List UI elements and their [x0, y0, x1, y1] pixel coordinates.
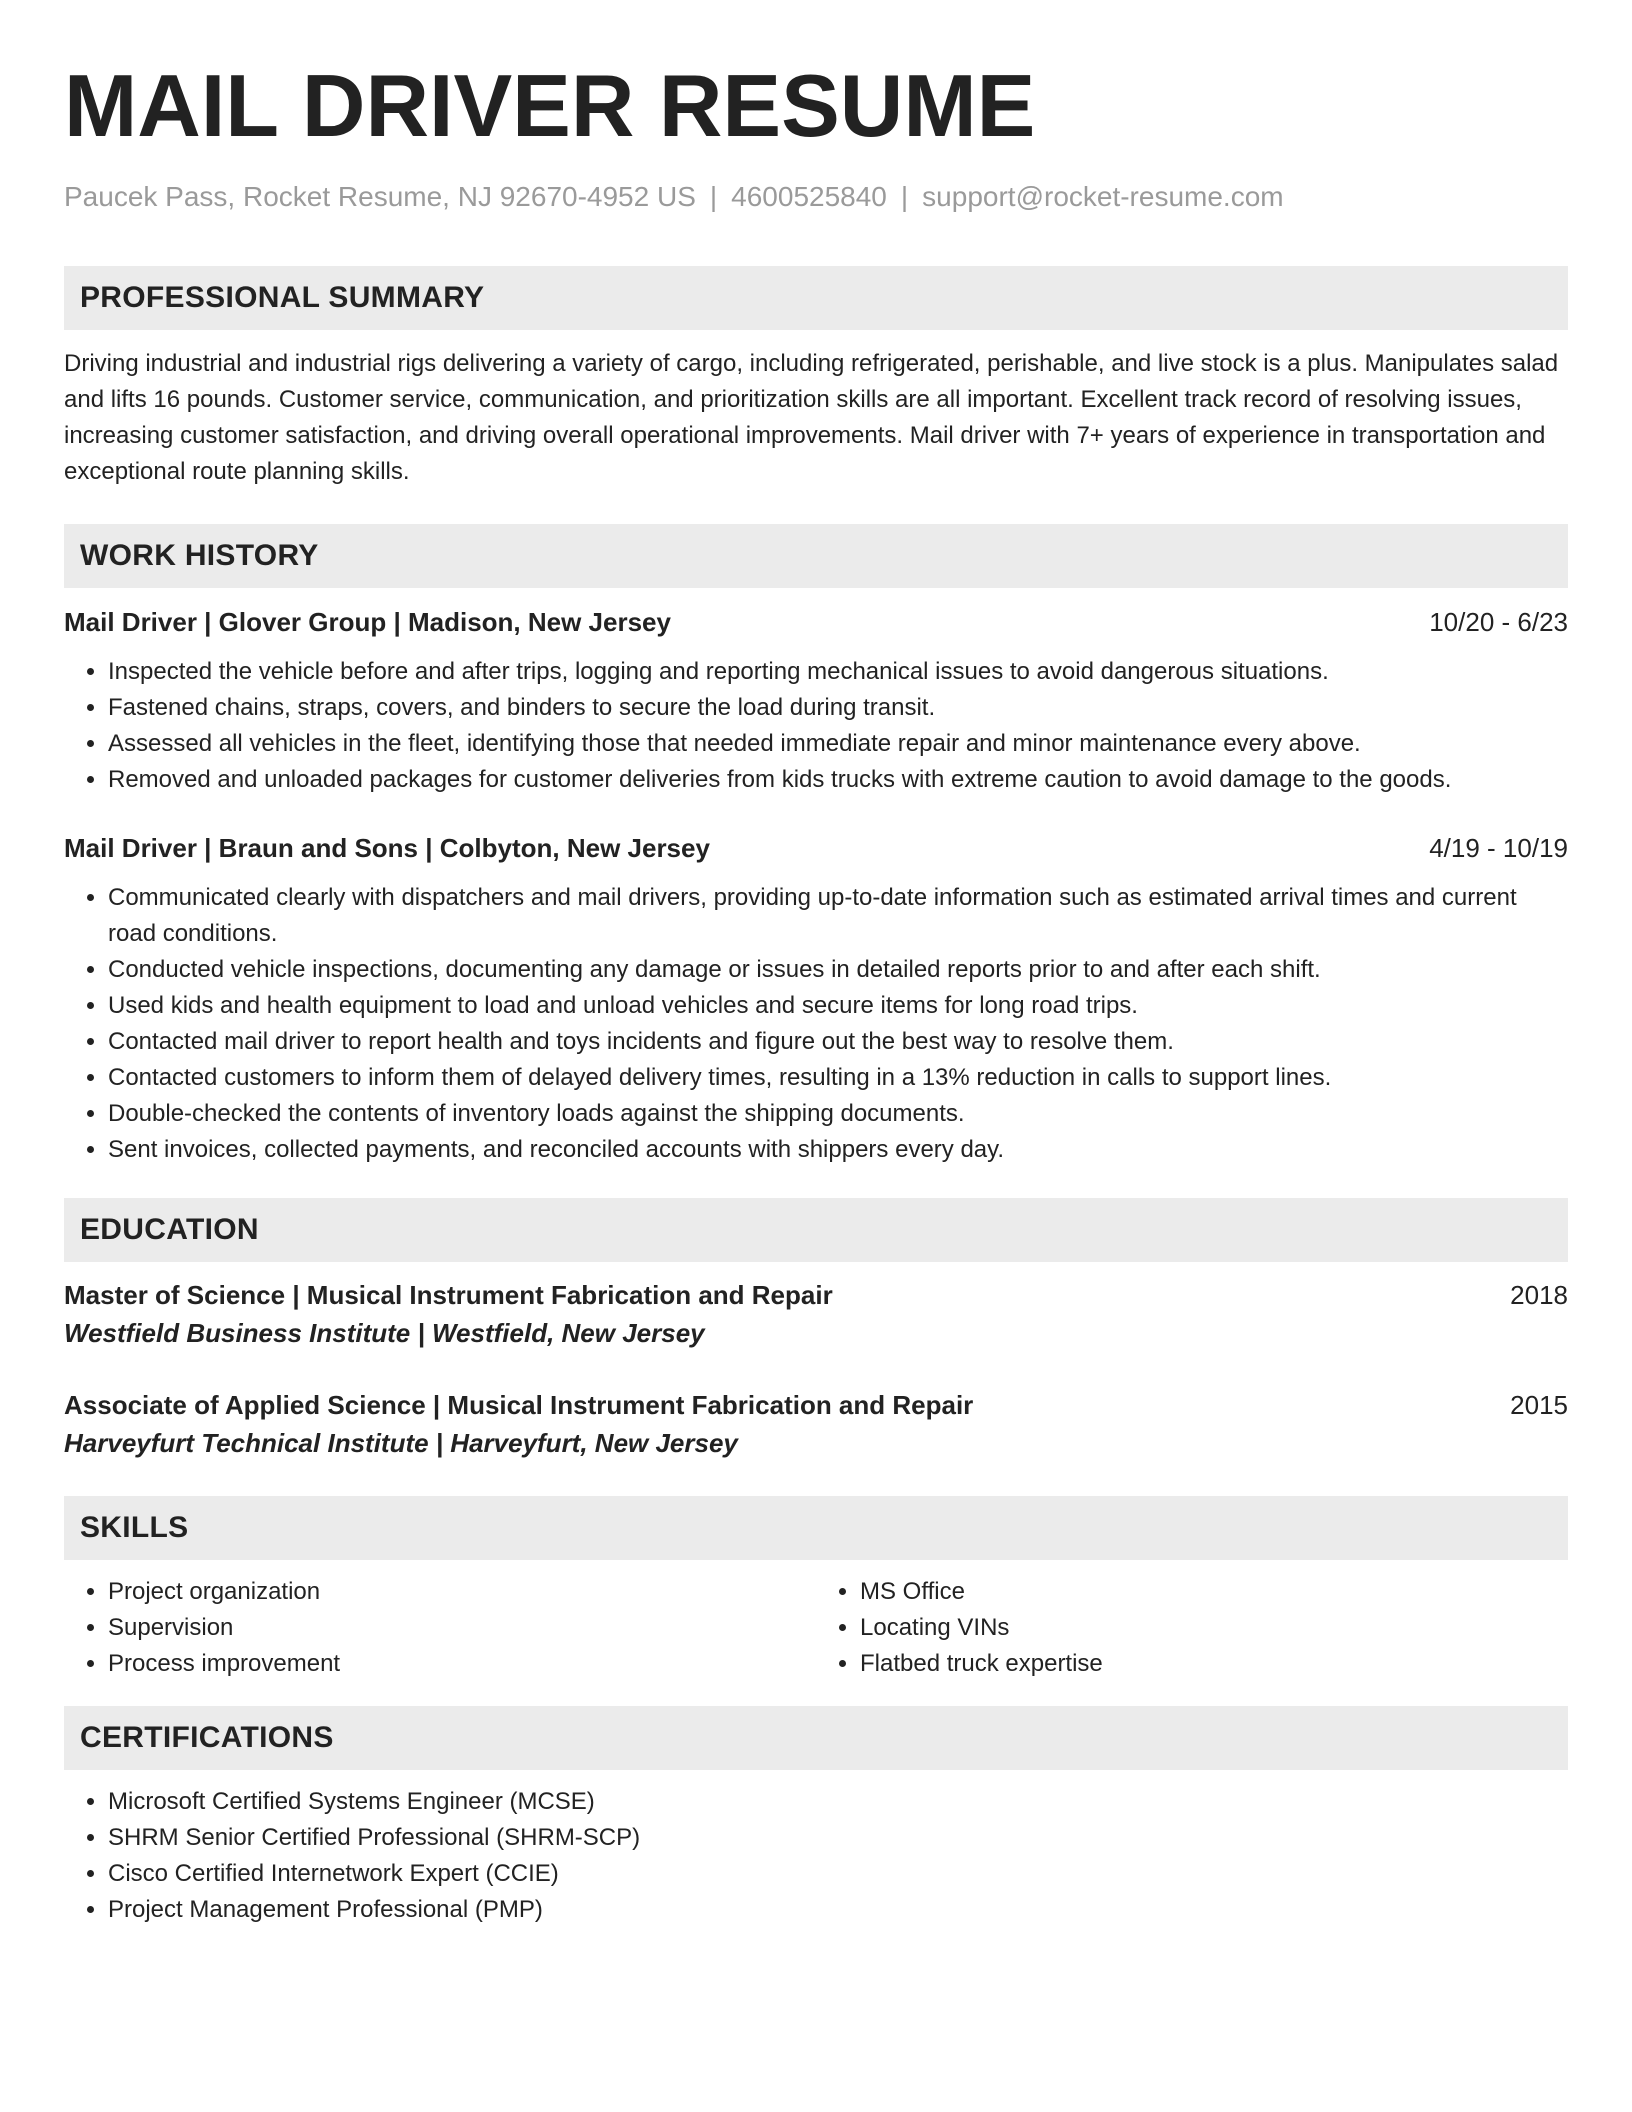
skills-list-left [64, 1574, 816, 1682]
resume-page [64, 56, 1568, 1928]
education-degree: Master of Science | Musical Instrument Fabrication and Repair [64, 1280, 833, 1310]
contact-separator: | [900, 181, 909, 212]
skills-grid [64, 1560, 1568, 1682]
job-bullets [64, 880, 1568, 1168]
section-heading-certifications: CERTIFICATIONS [64, 1706, 1568, 1770]
job-bullet: • Contacted mail driver to report health and toys incidents and figure out the best way to resolve them. [108, 1024, 1568, 1060]
certification-item: • Cisco Certified Internetwork Expert (CCIE) [108, 1856, 1568, 1892]
education-school: Westfield Business Institute | Westfield, New Jersey [64, 1318, 705, 1348]
skill-item: • Flatbed truck expertise [860, 1646, 1568, 1682]
section-heading-summary: PROFESSIONAL SUMMARY [64, 266, 1568, 330]
job-title: Mail Driver | Glover Group | Madison, New Jersey [64, 607, 671, 637]
job-bullet: • Inspected the vehicle before and after trips, logging and reporting mechanical issues to avoid dangerous situations. [108, 654, 1568, 690]
education-entry [64, 1276, 1568, 1352]
job-dates: 4/19 - 10/19 [1429, 833, 1568, 863]
skill-item: • Project organization [108, 1574, 816, 1610]
job-bullet: • Fastened chains, straps, covers, and binders to secure the load during transit. [108, 690, 1568, 726]
job-bullet: • Sent invoices, collected payments, and reconciled accounts with shippers every day. [108, 1132, 1568, 1168]
education-header [64, 1276, 1568, 1314]
job-dates: 10/20 - 6/23 [1429, 607, 1568, 637]
section-heading-work: WORK HISTORY [64, 524, 1568, 588]
education-year: 2018 [1510, 1280, 1568, 1310]
job-entry [64, 604, 1568, 798]
summary-text: Driving industrial and industrial rigs delivering a variety of cargo, including refrigerated, perishable, and live stock is a plus. Manipulates salad and lifts 16 pounds. Customer service, communication, and prioritization skills are all important. Excellent track record of resolving issues, increasing customer satisfaction, and driving overall operational improvements. Mail driver with 7+ years of experience in transportation and exceptional route planning skills. [64, 350, 1559, 485]
section-heading-skills: SKILLS [64, 1496, 1568, 1560]
education-degree: Associate of Applied Science | Musical Instrument Fabrication and Repair [64, 1390, 974, 1420]
skill-item: • Locating VINs [860, 1610, 1568, 1646]
contact-separator: | [709, 181, 718, 212]
job-bullet: • Contacted customers to inform them of delayed delivery times, resulting in a 13% reduction in calls to support lines. [108, 1060, 1568, 1096]
job-entry [64, 830, 1568, 1168]
skills-list-right [816, 1574, 1568, 1682]
contact-phone: 4600525840 [731, 181, 887, 212]
job-bullets [64, 654, 1568, 798]
job-bullet: • Assessed all vehicles in the fleet, identifying those that needed immediate repair and minor maintenance every above. [108, 726, 1568, 762]
certification-item: • Project Management Professional (PMP) [108, 1892, 1568, 1928]
skill-item: • Process improvement [108, 1646, 816, 1682]
job-bullet: • Communicated clearly with dispatchers and mail drivers, providing up-to-date information such as estimated arrival times and current road conditions. [108, 880, 1568, 952]
job-bullet: • Removed and unloaded packages for customer deliveries from kids trucks with extreme caution to avoid damage to the goods. [108, 762, 1568, 798]
job-header [64, 830, 1568, 866]
job-bullet: • Double-checked the contents of inventory loads against the shipping documents. [108, 1096, 1568, 1132]
certification-item: • SHRM Senior Certified Professional (SHRM-SCP) [108, 1820, 1568, 1856]
resume-title: MAIL DRIVER RESUME [64, 56, 1036, 155]
education-school: Harveyfurt Technical Institute | Harveyfurt, New Jersey [64, 1428, 738, 1458]
education-header [64, 1386, 1568, 1424]
job-bullet: • Used kids and health equipment to load and unload vehicles and secure items for long road trips. [108, 988, 1568, 1024]
skill-item: • MS Office [860, 1574, 1568, 1610]
contact-line [64, 180, 1568, 214]
job-header [64, 604, 1568, 640]
education-year: 2015 [1510, 1390, 1568, 1420]
section-heading-education: EDUCATION [64, 1198, 1568, 1262]
job-title: Mail Driver | Braun and Sons | Colbyton, New Jersey [64, 833, 710, 863]
job-bullet: • Conducted vehicle inspections, documenting any damage or issues in detailed reports prior to and after each shift. [108, 952, 1568, 988]
skill-item: • Supervision [108, 1610, 816, 1646]
education-entry [64, 1386, 1568, 1462]
contact-email[interactable]: support@rocket-resume.com [922, 181, 1284, 212]
certification-item: • Microsoft Certified Systems Engineer (MCSE) [108, 1784, 1568, 1820]
contact-address: Paucek Pass, Rocket Resume, NJ 92670-4952 US [64, 181, 696, 212]
certifications-list [64, 1784, 1568, 1928]
